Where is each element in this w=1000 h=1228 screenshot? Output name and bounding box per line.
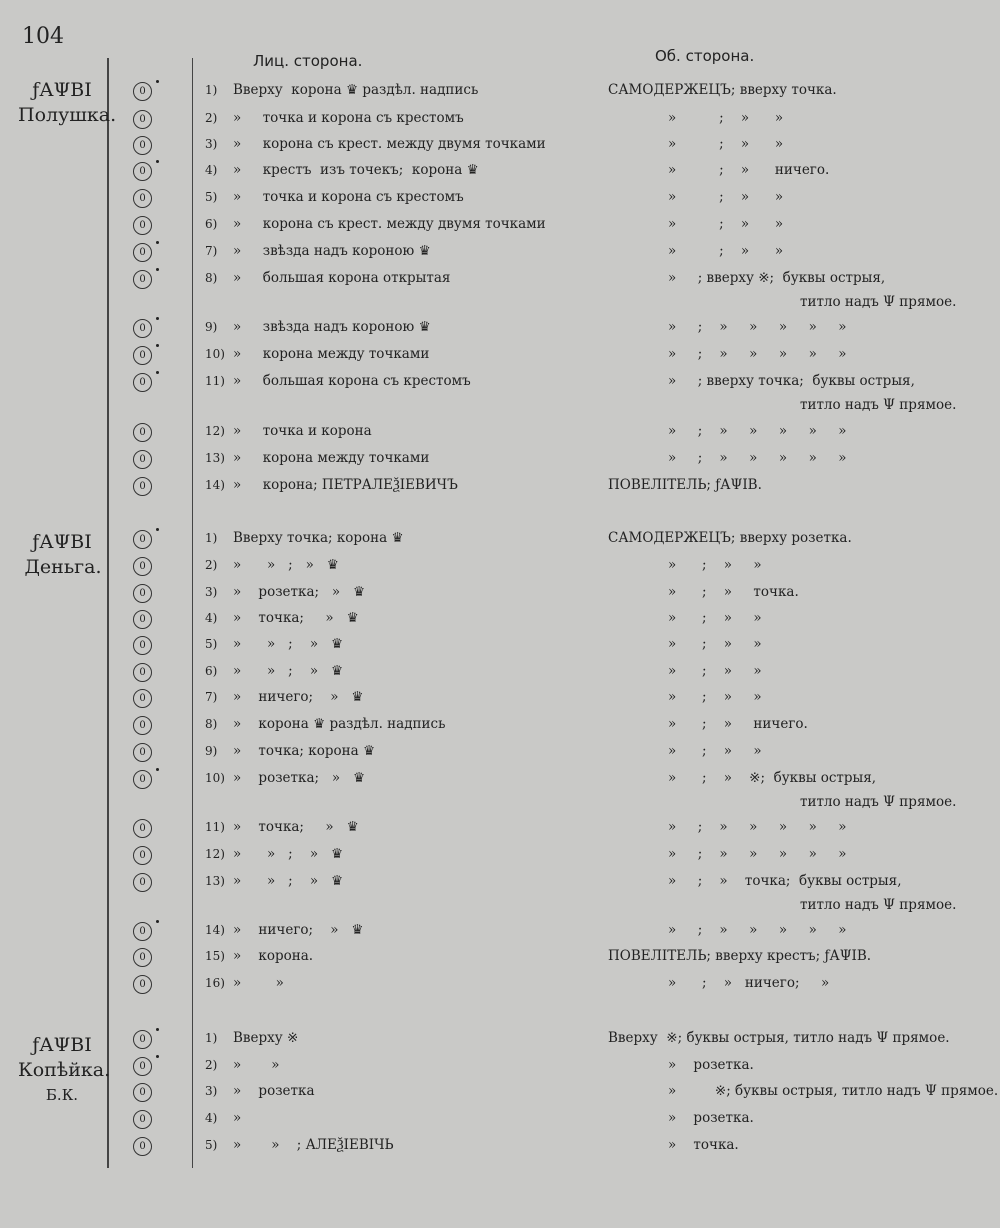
coin-circle-digit: 0 <box>139 193 146 204</box>
coin-circle-mark <box>133 373 152 392</box>
row-number: 16) <box>205 976 225 990</box>
reverse-text: » ; » точка; буквы острыя, <box>668 873 902 889</box>
group-title: ƒАΨВІ <box>32 79 92 101</box>
group-subtitle: Деньга. <box>24 556 102 578</box>
obverse-text: » ничего; » ♛ <box>233 922 364 938</box>
reverse-text: » ; » » <box>668 110 784 126</box>
row-number: 14) <box>205 923 225 937</box>
row-number: 11) <box>205 374 225 388</box>
coin-circle-digit: 0 <box>139 350 146 361</box>
rarity-dot <box>156 1055 159 1058</box>
coin-circle-mark <box>133 743 152 762</box>
reverse-text: » ; » » <box>668 610 762 626</box>
coin-circle-mark <box>133 216 152 235</box>
obverse-text: » большая корона съ крестомъ <box>233 373 471 389</box>
row-number: 9) <box>205 744 218 758</box>
row-number: 10) <box>205 771 225 785</box>
rarity-dot <box>156 1028 159 1031</box>
coin-circle-mark <box>133 189 152 208</box>
reverse-text: » розетка. <box>668 1057 754 1073</box>
coin-circle-digit: 0 <box>139 166 146 177</box>
coin-circle-mark <box>133 450 152 469</box>
obverse-text: » корона между точками <box>233 346 430 362</box>
coin-circle-digit: 0 <box>139 850 146 861</box>
coin-circle-digit: 0 <box>139 1114 146 1125</box>
coin-circle-mark <box>133 689 152 708</box>
row-number: 12) <box>205 847 225 861</box>
row-number: 7) <box>205 244 218 258</box>
coin-circle-mark <box>133 82 152 101</box>
obverse-text: » » ; АЛЕѮІЕВІЧЬ <box>233 1137 394 1153</box>
row-number: 5) <box>205 637 218 651</box>
reverse-text: » ; » » » » » <box>668 819 847 835</box>
reverse-text: » ; » ничего; » <box>668 975 830 991</box>
coin-circle-digit: 0 <box>139 747 146 758</box>
row-number: 4) <box>205 163 218 177</box>
row-number: 12) <box>205 424 225 438</box>
obverse-text: » розетка <box>233 1083 315 1099</box>
row-number: 2) <box>205 111 218 125</box>
obverse-text: » » ; » ♛ <box>233 636 344 652</box>
obverse-header: Лиц. сторона. <box>253 52 363 70</box>
reverse-text: » ; » » » » » <box>668 922 847 938</box>
row-number: 8) <box>205 271 218 285</box>
reverse-text: » ; » ничего. <box>668 162 830 178</box>
reverse-text: » ; » » <box>668 557 762 573</box>
coin-circle-digit: 0 <box>139 114 146 125</box>
coin-circle-mark <box>133 975 152 994</box>
coin-circle-mark <box>133 636 152 655</box>
reverse-text: » точка. <box>668 1137 739 1153</box>
rarity-dot <box>156 317 159 320</box>
coin-circle-digit: 0 <box>139 588 146 599</box>
row-number: 6) <box>205 664 218 678</box>
obverse-text: » ничего; » ♛ <box>233 689 364 705</box>
coin-circle-mark <box>133 110 152 129</box>
obverse-text: » точка; » ♛ <box>233 819 359 835</box>
group-subtitle-2: Б.К. <box>45 1086 79 1104</box>
coin-circle-digit: 0 <box>139 1141 146 1152</box>
rarity-dot <box>156 80 159 83</box>
obverse-text: » большая корона открытая <box>233 270 451 286</box>
coin-circle-mark <box>133 716 152 735</box>
row-number: 3) <box>205 585 218 599</box>
reverse-text: САМОДЕРЖЕЦЪ; вверху точка. <box>608 82 837 98</box>
obverse-text: » звѣзда надъ короною ♛ <box>233 243 431 259</box>
obverse-text: » точка и корона съ крестомъ <box>233 189 464 205</box>
obverse-text: » розетка; » ♛ <box>233 770 366 786</box>
obverse-text: » корона съ крест. между двумя точками <box>233 216 546 232</box>
reverse-text: » ; » » <box>668 216 784 232</box>
coin-circle-mark <box>133 584 152 603</box>
rarity-dot <box>156 344 159 347</box>
coin-circle-digit: 0 <box>139 247 146 258</box>
rarity-dot <box>156 528 159 531</box>
coin-circle-digit: 0 <box>139 1061 146 1072</box>
group-title: ƒАΨВІ <box>32 531 92 553</box>
obverse-text: » звѣзда надъ короною ♛ <box>233 319 431 335</box>
row-number: 15) <box>205 949 225 963</box>
row-number: 7) <box>205 690 218 704</box>
coin-circle-digit: 0 <box>139 774 146 785</box>
coin-circle-digit: 0 <box>139 926 146 937</box>
obverse-text: » » <box>233 1057 280 1073</box>
row-number: 4) <box>205 611 218 625</box>
reverse-text: » ; » » » » » <box>668 423 847 439</box>
coin-circle-digit: 0 <box>139 220 146 231</box>
rarity-dot <box>156 920 159 923</box>
row-number: 6) <box>205 217 218 231</box>
obverse-text: » » ; » ♛ <box>233 557 339 573</box>
page-number: 104 <box>22 24 64 49</box>
obverse-text: » корона между точками <box>233 450 430 466</box>
coin-circle-mark <box>133 819 152 838</box>
coin-circle-mark <box>133 846 152 865</box>
coin-circle-mark <box>133 243 152 262</box>
row-number: 5) <box>205 1138 218 1152</box>
obverse-text: » точка; » ♛ <box>233 610 359 626</box>
coin-circle-mark <box>133 423 152 442</box>
reverse-text: САМОДЕРЖЕЦЪ; вверху розетка. <box>608 530 852 546</box>
reverse-text: » ; » » <box>668 663 762 679</box>
coin-circle-digit: 0 <box>139 534 146 545</box>
obverse-text: » точка; корона ♛ <box>233 743 376 759</box>
coin-circle-digit: 0 <box>139 140 146 151</box>
reverse-text-continued: титло надъ Ψ прямое. <box>800 294 957 310</box>
row-number: 11) <box>205 820 225 834</box>
coin-circle-digit: 0 <box>139 323 146 334</box>
coin-circle-mark <box>133 557 152 576</box>
obverse-text: » корона ♛ раздѣл. надпись <box>233 716 446 732</box>
coin-circle-mark <box>133 346 152 365</box>
row-number: 8) <box>205 717 218 731</box>
reverse-text: » ; » » <box>668 243 784 259</box>
rarity-dot <box>156 160 159 163</box>
row-number: 14) <box>205 478 225 492</box>
row-number: 3) <box>205 137 218 151</box>
reverse-text: » ※; буквы острыя, титло надъ Ψ прямое. <box>668 1083 999 1099</box>
reverse-header: Об. сторона. <box>655 47 755 65</box>
coin-circle-mark <box>133 770 152 789</box>
reverse-text: » ; » » » » » <box>668 450 847 466</box>
obverse-text: » » ; » ♛ <box>233 873 344 889</box>
row-number: 9) <box>205 320 218 334</box>
obverse-text: » » <box>233 975 284 991</box>
reverse-text: » ; » » » » » <box>668 346 847 362</box>
obverse-text: » корона съ крест. между двумя точками <box>233 136 546 152</box>
left-rule <box>107 58 109 1168</box>
coin-circle-digit: 0 <box>139 377 146 388</box>
coin-circle-mark <box>133 530 152 549</box>
row-number: 13) <box>205 874 225 888</box>
coin-circle-digit: 0 <box>139 693 146 704</box>
reverse-text: » ; » » <box>668 189 784 205</box>
coin-circle-digit: 0 <box>139 667 146 678</box>
reverse-text: » ; » » <box>668 136 784 152</box>
coin-circle-mark <box>133 922 152 941</box>
obverse-text: Вверху корона ♛ раздѣл. надпись <box>233 82 479 98</box>
coin-circle-mark <box>133 1137 152 1156</box>
coin-circle-digit: 0 <box>139 640 146 651</box>
coin-circle-digit: 0 <box>139 720 146 731</box>
reverse-text-continued: титло надъ Ψ прямое. <box>800 897 957 913</box>
coin-circle-mark <box>133 663 152 682</box>
coin-circle-mark <box>133 162 152 181</box>
reverse-text: » ; » ※; буквы острыя, <box>668 770 877 786</box>
obverse-text: » корона; ПЕТРАЛЕѮІЕВИЧЪ <box>233 477 458 493</box>
rarity-dot <box>156 768 159 771</box>
coin-circle-mark <box>133 270 152 289</box>
reverse-text: » ; » » » » » <box>668 319 847 335</box>
row-number: 2) <box>205 558 218 572</box>
coin-circle-mark <box>133 1030 152 1049</box>
obverse-text: » <box>233 1110 242 1126</box>
mid-rule <box>192 58 193 1168</box>
row-number: 5) <box>205 190 218 204</box>
reverse-text: » ; » » <box>668 636 762 652</box>
reverse-text: » розетка. <box>668 1110 754 1126</box>
coin-circle-digit: 0 <box>139 1034 146 1045</box>
row-number: 10) <box>205 347 225 361</box>
coin-circle-mark <box>133 610 152 629</box>
reverse-text: » ; » точка. <box>668 584 799 600</box>
obverse-text: Вверху ※ <box>233 1030 299 1046</box>
obverse-text: » крестъ изъ точекъ; корона ♛ <box>233 162 479 178</box>
coin-circle-digit: 0 <box>139 614 146 625</box>
coin-circle-mark <box>133 1083 152 1102</box>
coin-circle-mark <box>133 873 152 892</box>
coin-circle-digit: 0 <box>139 274 146 285</box>
coin-circle-digit: 0 <box>139 1087 146 1098</box>
coin-circle-mark <box>133 948 152 967</box>
obverse-text: Вверху точка; корона ♛ <box>233 530 404 546</box>
rarity-dot <box>156 241 159 244</box>
reverse-text-continued: титло надъ Ψ прямое. <box>800 397 957 413</box>
coin-circle-mark <box>133 1110 152 1129</box>
coin-circle-digit: 0 <box>139 823 146 834</box>
row-number: 1) <box>205 1031 218 1045</box>
reverse-text: » ; » » <box>668 743 762 759</box>
coin-circle-mark <box>133 136 152 155</box>
reverse-text: » ; » ничего. <box>668 716 808 732</box>
rarity-dot <box>156 371 159 374</box>
group-subtitle: Копѣйка. <box>18 1059 111 1081</box>
coin-circle-digit: 0 <box>139 481 146 492</box>
coin-circle-mark <box>133 1057 152 1076</box>
coin-circle-digit: 0 <box>139 86 146 97</box>
coin-circle-digit: 0 <box>139 979 146 990</box>
rarity-dot <box>156 268 159 271</box>
reverse-text: ПОВЕЛІТЕЛЬ; вверху крестъ; ƒАΨІВ. <box>608 948 872 964</box>
coin-circle-digit: 0 <box>139 427 146 438</box>
obverse-text: » » ; » ♛ <box>233 663 344 679</box>
coin-circle-digit: 0 <box>139 561 146 572</box>
coin-circle-digit: 0 <box>139 952 146 963</box>
row-number: 3) <box>205 1084 218 1098</box>
row-number: 4) <box>205 1111 218 1125</box>
row-number: 1) <box>205 531 218 545</box>
coin-circle-mark <box>133 477 152 496</box>
coin-circle-mark <box>133 319 152 338</box>
reverse-text-continued: титло надъ Ψ прямое. <box>800 794 957 810</box>
row-number: 13) <box>205 451 225 465</box>
group-title: ƒАΨВІ <box>32 1034 92 1056</box>
coin-circle-digit: 0 <box>139 877 146 888</box>
group-subtitle: Полушка. <box>18 104 117 126</box>
reverse-text: » ; » » <box>668 689 762 705</box>
coin-circle-digit: 0 <box>139 454 146 465</box>
obverse-text: » корона. <box>233 948 314 964</box>
obverse-text: » точка и корона <box>233 423 372 439</box>
obverse-text: » розетка; » ♛ <box>233 584 366 600</box>
row-number: 2) <box>205 1058 218 1072</box>
reverse-text: ПОВЕЛІТЕЛЬ; ƒАΨІВ. <box>608 477 762 493</box>
obverse-text: » точка и корона съ крестомъ <box>233 110 464 126</box>
reverse-text: Вверху ※; буквы острыя, титло надъ Ψ прямое. <box>608 1030 950 1046</box>
reverse-text: » ; » » » » » <box>668 846 847 862</box>
reverse-text: » ; вверху ※; буквы острыя, <box>668 270 886 286</box>
row-number: 1) <box>205 83 218 97</box>
reverse-text: » ; вверху точка; буквы острыя, <box>668 373 915 389</box>
obverse-text: » » ; » ♛ <box>233 846 344 862</box>
